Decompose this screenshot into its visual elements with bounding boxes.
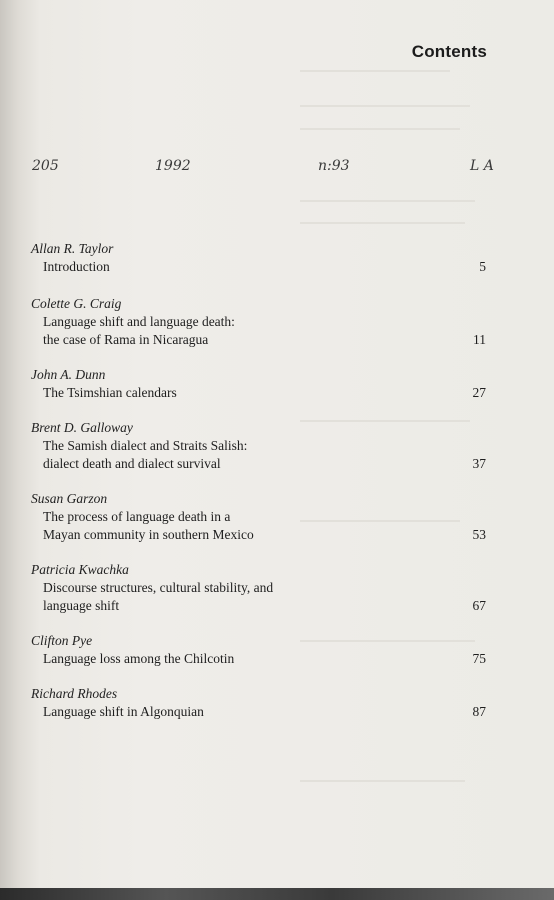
entry-page-number: 37: [472, 456, 486, 471]
toc-entry[interactable]: [31, 561, 486, 615]
entry-page-number: 53: [472, 527, 486, 542]
entry-author: Susan Garzon: [31, 491, 108, 506]
bleed-through-line: [300, 105, 470, 107]
entry-author: Clifton Pye: [31, 633, 93, 648]
toc-entry[interactable]: [31, 632, 486, 668]
handwritten-issue: n:93: [318, 158, 350, 174]
entry-page-number: 87: [472, 704, 486, 719]
entry-title-line: Introduction 5: [43, 259, 486, 274]
entry-title-line: The Samish dialect and Straits Salish:: [43, 438, 248, 453]
entry-page-number: 27: [472, 385, 486, 400]
entry-author: Allan R. Taylor: [31, 241, 114, 256]
entry-author: Richard Rhodes: [31, 686, 118, 701]
handwritten-number: 205: [32, 158, 59, 174]
bleed-through-line: [300, 222, 465, 224]
entry-title-line: The process of language death in a: [43, 509, 231, 524]
bleed-through-line: [300, 70, 450, 72]
entry-title-line: The Tsimshian calendars 27: [43, 385, 486, 400]
entry-page-number: 75: [472, 651, 486, 666]
entry-page-number: 67: [472, 598, 486, 613]
entry-page-number: 11: [473, 332, 486, 347]
entry-title-line: Language shift and language death:: [43, 314, 235, 329]
handwritten-initials: L A: [470, 158, 494, 174]
entry-title-line: language shift 67: [43, 598, 486, 613]
toc-entry[interactable]: [31, 419, 486, 473]
bleed-through-line: [300, 200, 475, 202]
entry-author: Colette G. Craig: [31, 296, 122, 311]
toc-entry[interactable]: [31, 490, 486, 544]
toc-entry[interactable]: [31, 240, 486, 276]
entry-title-line: the case of Rama in Nicaragua 11: [43, 332, 486, 347]
entry-title-line: Discourse structures, cultural stability, and: [43, 580, 274, 595]
handwritten-year: 1992: [155, 158, 191, 174]
entry-title-line: Language shift in Algonquian 87: [43, 704, 486, 719]
toc-entry[interactable]: [31, 366, 486, 402]
bleed-through-line: [300, 780, 465, 782]
entry-title-line: dialect death and dialect survival 37: [43, 456, 486, 471]
entry-author: Brent D. Galloway: [31, 420, 133, 435]
page-title: Contents: [411, 42, 487, 61]
entry-title-line: Mayan community in southern Mexico 53: [43, 527, 486, 542]
entry-author: John A. Dunn: [31, 367, 106, 382]
toc-entry[interactable]: [31, 295, 486, 349]
entry-page-number: 5: [479, 259, 486, 274]
toc-entry[interactable]: [31, 685, 486, 721]
entry-author: Patricia Kwachka: [31, 562, 129, 577]
bleed-through-line: [300, 128, 460, 130]
entry-title-line: Language loss among the Chilcotin 75: [43, 651, 486, 666]
scanner-edge: [0, 888, 554, 900]
